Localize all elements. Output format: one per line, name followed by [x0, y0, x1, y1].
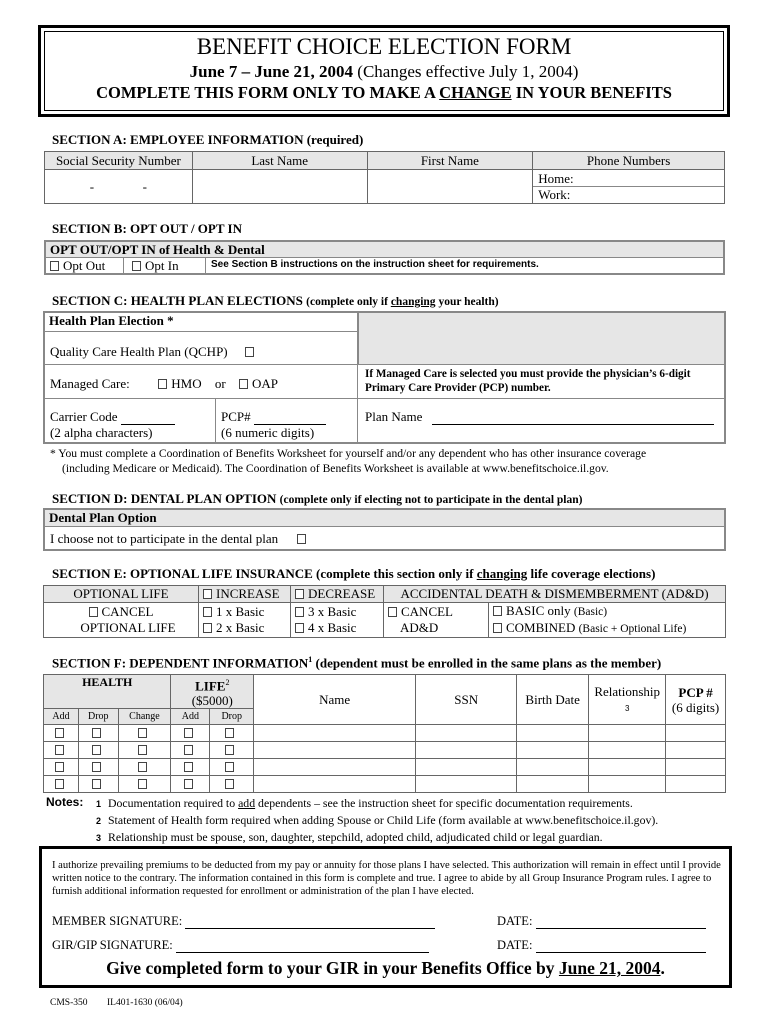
increase-checkbox[interactable]: [203, 589, 212, 599]
dependent-row: [44, 725, 726, 742]
health-drop-checkbox[interactable]: [92, 728, 101, 738]
gir-signature-field[interactable]: [52, 938, 429, 953]
dep-name-field[interactable]: [254, 742, 416, 759]
basic-4-label: 4 x Basic: [308, 620, 357, 635]
section-c-heading: [52, 293, 499, 309]
cancel-optional-sub: OPTIONAL LIFE: [80, 620, 176, 635]
section-d-title: SECTION D: DENTAL PLAN OPTION: [52, 491, 277, 506]
health-drop-cell[interactable]: [79, 742, 118, 759]
relationship-sup: 3: [624, 703, 630, 713]
health-drop-cell[interactable]: [79, 725, 118, 742]
section-d-note: (complete only if electing not to participate in the dental plan): [279, 494, 583, 506]
note-1-post: dependents – see the instruction sheet for specific documentation requirements.: [255, 796, 633, 810]
basic-3-checkbox[interactable]: [295, 607, 304, 617]
opt-box-title: OPT OUT/OPT IN of Health & Dental: [46, 242, 723, 258]
oap-checkbox[interactable]: [239, 379, 248, 389]
col-first-name: First Name: [367, 152, 533, 170]
basic-1-option[interactable]: [203, 604, 286, 620]
basic-3-label: 3 x Basic: [308, 604, 357, 619]
gir-signature-label: GIR/GIP SIGNATURE:: [52, 938, 173, 952]
dep-birth-field[interactable]: [517, 725, 589, 742]
section-d-heading: [52, 491, 582, 507]
basic-4-option[interactable]: [295, 620, 379, 636]
dependent-row: [44, 759, 726, 776]
submit-instruction-end: .: [660, 958, 665, 978]
health-change-checkbox[interactable]: [138, 762, 147, 772]
section-f-title-end: (dependent must be enrolled in the same plans as the member): [312, 655, 662, 671]
health-drop-checkbox[interactable]: [92, 762, 101, 772]
basic-3-4: [291, 603, 384, 638]
shaded-area: [358, 313, 724, 364]
section-f-title: SECTION F: DEPENDENT INFORMATION: [52, 655, 309, 671]
increase-label: INCREASE: [216, 586, 280, 601]
section-a-heading: SECTION A: EMPLOYEE INFORMATION (required): [52, 132, 364, 147]
section-e-changing: changing: [476, 566, 528, 581]
dep-relationship-field[interactable]: [589, 759, 666, 776]
opt-in-label: Opt In: [145, 258, 179, 273]
submit-instruction-text: Give completed form to your GIR in your Benefits Office by: [106, 958, 559, 978]
health-drop-cell[interactable]: [79, 759, 118, 776]
col-relationship: [589, 675, 666, 725]
instruction-text-end: IN YOUR BENEFITS: [511, 83, 672, 102]
section-c-title: SECTION C: HEALTH PLAN ELECTIONS: [52, 293, 303, 308]
qchp-checkbox[interactable]: [245, 347, 254, 357]
header-inner-border: [44, 31, 724, 111]
life-amount: ($5000): [191, 693, 233, 709]
life-drop-checkbox[interactable]: [225, 745, 234, 755]
life-add-cell[interactable]: [171, 742, 210, 759]
health-plan-box: [43, 311, 726, 444]
dep-ssn-field[interactable]: [416, 742, 517, 759]
life-add-checkbox[interactable]: [184, 745, 193, 755]
col-ssn-dep: SSN: [416, 675, 517, 725]
life-add-checkbox[interactable]: [184, 728, 193, 738]
life-add-cell[interactable]: [171, 776, 210, 793]
cancel-add[interactable]: [384, 603, 489, 638]
note-1: [96, 795, 736, 812]
section-e-title-end: life coverage elections): [527, 566, 656, 581]
dental-opt-out-label: I choose not to participate in the dental plan: [50, 531, 279, 546]
decrease-option[interactable]: [291, 586, 384, 603]
life-drop-cell[interactable]: [210, 742, 254, 759]
managed-care-row: [45, 365, 358, 398]
health-add-checkbox[interactable]: [55, 745, 64, 755]
life-drop-checkbox[interactable]: [225, 762, 234, 772]
add-basic-combined: [489, 603, 726, 638]
basic-only-sub: (Basic): [573, 606, 608, 618]
effective-date: (Changes effective July 1, 2004): [357, 62, 579, 81]
col-life-drop: Drop: [210, 709, 254, 725]
life-add-cell[interactable]: [171, 759, 210, 776]
form-code: CMS-350: [50, 998, 88, 1008]
life-drop-cell[interactable]: [210, 725, 254, 742]
cancel-optional-checkbox[interactable]: [89, 607, 98, 617]
section-f-sup: 1: [308, 655, 313, 664]
health-change-cell[interactable]: [118, 725, 171, 742]
col-birth-date: Birth Date: [517, 675, 589, 725]
note-2-num: 2: [96, 816, 102, 826]
enrollment-dates: June 7 – June 21, 2004: [189, 62, 354, 81]
combined-sub: (Basic + Optional Life): [578, 623, 687, 635]
col-health-change: Change: [118, 709, 171, 725]
col-health-drop: Drop: [79, 709, 118, 725]
health-add-cell[interactable]: [44, 776, 79, 793]
carrier-code-label: Carrier Code: [50, 409, 118, 424]
phone-fields: [533, 170, 725, 204]
health-drop-cell[interactable]: [79, 776, 118, 793]
note-1-num: 1: [96, 799, 102, 809]
health-change-cell[interactable]: [118, 776, 171, 793]
health-add-cell[interactable]: [44, 742, 79, 759]
opt-in-option[interactable]: [124, 258, 206, 273]
basic-only-checkbox[interactable]: [493, 606, 502, 616]
dep-birth-field[interactable]: [517, 759, 589, 776]
opt-out-option[interactable]: [46, 258, 124, 273]
col-life: [171, 675, 254, 709]
dental-box: [43, 508, 726, 551]
cob-footnote-line1: * You must complete a Coordination of Benefits Worksheet for yourself and/or any dependent who has other insurance coverage: [50, 447, 647, 460]
section-c-note-pre: (complete only if: [306, 296, 391, 308]
life-sup: 2: [225, 678, 230, 687]
basic-2-checkbox[interactable]: [203, 623, 212, 633]
date-label-2: DATE:: [497, 938, 533, 952]
note-1-add: add: [238, 796, 256, 810]
form-instruction: [45, 83, 723, 103]
opt-note: See Section B instructions on the instruction sheet for requirements.: [211, 259, 539, 270]
combined-label: COMBINED: [506, 620, 576, 635]
opt-out-label: Opt Out: [63, 258, 106, 273]
hmo-checkbox[interactable]: [158, 379, 167, 389]
notes-list: [96, 795, 736, 846]
life-drop-cell[interactable]: [210, 776, 254, 793]
optional-life-table: [43, 585, 726, 638]
increase-option[interactable]: [199, 586, 291, 603]
life-add-cell[interactable]: [171, 725, 210, 742]
basic-4-checkbox[interactable]: [295, 623, 304, 633]
dep-relationship-field[interactable]: [589, 776, 666, 793]
health-add-checkbox[interactable]: [55, 728, 64, 738]
hmo-label: HMO: [171, 376, 202, 391]
col-pcp: [666, 675, 726, 725]
health-change-cell[interactable]: [118, 742, 171, 759]
life-drop-checkbox[interactable]: [225, 779, 234, 789]
dep-ssn-field[interactable]: [416, 725, 517, 742]
opt-in-checkbox[interactable]: [132, 261, 141, 271]
carrier-code-field[interactable]: [45, 399, 216, 442]
opt-box: [44, 240, 725, 275]
dep-pcp-field[interactable]: [666, 776, 726, 793]
dependent-row: [44, 742, 726, 759]
date-field-1[interactable]: [497, 914, 706, 929]
life-label: LIFE: [195, 678, 226, 694]
carrier-code-sub: (2 alpha characters): [50, 425, 153, 440]
dep-ssn-field[interactable]: [416, 759, 517, 776]
ssn-dash-2: -: [142, 178, 147, 194]
col-life-add: Add: [171, 709, 210, 725]
section-f-heading: [52, 655, 661, 671]
employee-info-table: [44, 151, 725, 204]
plan-name-label: Plan Name: [365, 409, 423, 424]
cob-footnote: [50, 446, 740, 476]
col-optional-life: OPTIONAL LIFE: [44, 586, 199, 603]
health-add-cell[interactable]: [44, 759, 79, 776]
col-health-add: Add: [44, 709, 79, 725]
pcp-label: PCP#: [221, 409, 251, 424]
date-label-1: DATE:: [497, 914, 533, 928]
dependent-row: [44, 776, 726, 793]
life-drop-cell[interactable]: [210, 759, 254, 776]
health-drop-checkbox[interactable]: [92, 779, 101, 789]
pcp-field[interactable]: [216, 399, 358, 442]
health-change-checkbox[interactable]: [138, 728, 147, 738]
work-phone-field[interactable]: [533, 187, 724, 203]
basic-2-option[interactable]: [203, 620, 286, 636]
dep-name-field[interactable]: [254, 725, 416, 742]
basic-only-option[interactable]: [493, 603, 721, 620]
col-add: ACCIDENTAL DEATH & DISMEMBERMENT (AD&D): [384, 586, 726, 603]
decrease-label: DECREASE: [308, 586, 376, 601]
submit-deadline: June 21, 2004: [558, 958, 661, 978]
pcp-col-sub: (6 digits): [671, 699, 720, 715]
health-change-checkbox[interactable]: [138, 779, 147, 789]
dep-pcp-field[interactable]: [666, 742, 726, 759]
health-change-checkbox[interactable]: [138, 745, 147, 755]
note-3-num: 3: [96, 833, 102, 843]
or-label: or: [214, 376, 226, 391]
dep-birth-field[interactable]: [517, 742, 589, 759]
basic-1-2: [199, 603, 291, 638]
managed-care-note: If Managed Care is selected you must provide the physician’s 6-digit Primary Care Provider (PCP) number.: [365, 368, 691, 394]
section-e-title: SECTION E: OPTIONAL LIFE INSURANCE (complete this section only if: [52, 566, 477, 581]
form-header: [38, 25, 730, 117]
relationship-label: Relationship: [594, 683, 661, 699]
submit-instruction: [42, 958, 729, 979]
dep-name-field[interactable]: [254, 776, 416, 793]
basic-2-label: 2 x Basic: [216, 620, 265, 635]
member-signature-field[interactable]: [52, 914, 435, 929]
pcp-col-label: PCP #: [678, 684, 713, 700]
health-plan-election-title: Health Plan Election *: [45, 313, 358, 332]
last-name-field[interactable]: [192, 170, 367, 204]
authorization-box: [39, 846, 732, 988]
dependent-table: [43, 674, 726, 793]
dep-relationship-field[interactable]: [589, 725, 666, 742]
cob-footnote-line2: (including Medicare or Medicaid). The Coordination of Benefits Worksheet is available at www.benefitschoice.il.gov.: [62, 462, 609, 475]
basic-1-label: 1 x Basic: [216, 604, 265, 619]
member-signature-label: MEMBER SIGNATURE:: [52, 914, 183, 928]
section-e-heading: [52, 566, 655, 582]
life-add-checkbox[interactable]: [184, 779, 193, 789]
health-add-cell[interactable]: [44, 725, 79, 742]
dental-opt-out-option[interactable]: [45, 527, 724, 547]
basic-only-label: BASIC only: [506, 603, 571, 618]
qchp-label: Quality Care Health Plan (QCHP): [50, 344, 228, 359]
instruction-text: COMPLETE THIS FORM ONLY TO MAKE A: [96, 83, 440, 102]
date-field-2[interactable]: [497, 938, 706, 953]
section-c-note-post: your health): [435, 296, 499, 308]
section-c-note: [306, 296, 498, 308]
opt-row: [46, 258, 723, 273]
basic-3-option[interactable]: [295, 604, 379, 620]
cancel-optional-life[interactable]: [44, 603, 199, 638]
work-label: Work:: [538, 186, 571, 202]
life-add-checkbox[interactable]: [184, 762, 193, 772]
dental-opt-out-checkbox[interactable]: [297, 534, 306, 544]
col-phone: Phone Numbers: [533, 152, 725, 170]
health-add-checkbox[interactable]: [55, 762, 64, 772]
health-drop-checkbox[interactable]: [92, 745, 101, 755]
col-health: HEALTH: [44, 675, 171, 709]
managed-care-label: Managed Care:: [50, 376, 130, 391]
dep-birth-field[interactable]: [517, 776, 589, 793]
life-drop-checkbox[interactable]: [225, 728, 234, 738]
notes-label: Notes:: [46, 795, 84, 809]
instruction-change: CHANGE: [439, 83, 512, 102]
first-name-field[interactable]: [367, 170, 533, 204]
dep-ssn-field[interactable]: [416, 776, 517, 793]
health-change-cell[interactable]: [118, 759, 171, 776]
dental-box-title: Dental Plan Option: [45, 510, 724, 527]
dep-pcp-field[interactable]: [666, 759, 726, 776]
cancel-add-sub: AD&D: [400, 620, 439, 635]
home-phone-field[interactable]: [533, 171, 724, 187]
dep-name-field[interactable]: [254, 759, 416, 776]
note-3: [96, 829, 736, 846]
note-2-text: Statement of Health form required when adding Spouse or Child Life (form available at www.benefitschoice.il.gov).: [108, 813, 659, 827]
plan-name-field[interactable]: [365, 409, 725, 425]
cancel-optional-label: CANCEL: [101, 604, 154, 619]
cancel-add-label: CANCEL: [401, 604, 453, 619]
dep-pcp-field[interactable]: [666, 725, 726, 742]
opt-out-checkbox[interactable]: [50, 261, 59, 271]
note-2: [96, 812, 736, 829]
note-3-text: Relationship must be spouse, son, daughter, stepchild, adopted child, adjudicated child or legal guardian.: [108, 830, 603, 844]
cancel-add-checkbox[interactable]: [388, 607, 397, 617]
health-add-checkbox[interactable]: [55, 779, 64, 789]
qchp-option[interactable]: [45, 332, 358, 364]
form-id: IL401-1630 (06/04): [107, 998, 183, 1008]
section-c-note-changing: changing: [390, 296, 436, 308]
form-title: BENEFIT CHOICE ELECTION FORM: [196, 34, 572, 59]
basic-1-checkbox[interactable]: [203, 607, 212, 617]
oap-label: OAP: [251, 376, 278, 391]
authorization-text: I authorize prevailing premiums to be deducted from my pay or annuity for those plans I have selected. This authorization will remain in effect until I provide written notice to the contrary. The information contained in this form is complete and true. I agree to abide by all Group Insurance Program rules. I agree to furnish additional information requested for enrollment or administration of the plan I have elected.: [52, 860, 721, 897]
pcp-sub: (6 numeric digits): [221, 425, 315, 440]
col-ssn: Social Security Number: [45, 152, 193, 170]
ssn-field[interactable]: [45, 170, 193, 204]
dep-relationship-field[interactable]: [589, 742, 666, 759]
section-b-heading: SECTION B: OPT OUT / OPT IN: [52, 221, 242, 236]
combined-checkbox[interactable]: [493, 623, 502, 633]
combined-option[interactable]: [493, 620, 721, 637]
form-dates: [45, 62, 723, 82]
decrease-checkbox[interactable]: [295, 589, 304, 599]
col-name: Name: [254, 675, 416, 725]
ssn-dash-1: -: [89, 178, 95, 194]
home-label: Home:: [538, 170, 574, 186]
note-1-pre: Documentation required to: [108, 796, 239, 810]
col-last-name: Last Name: [192, 152, 367, 170]
